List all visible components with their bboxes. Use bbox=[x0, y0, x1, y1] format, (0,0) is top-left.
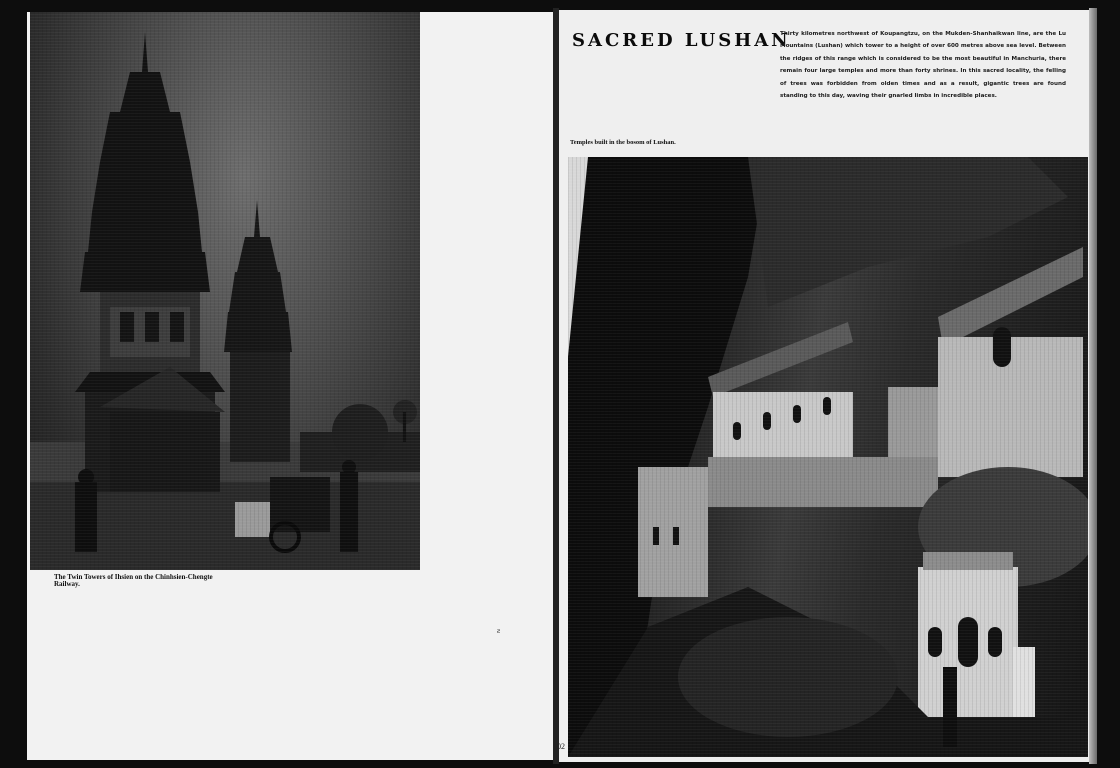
page-gutter bbox=[553, 8, 559, 764]
right-photo-caption: Temples built in the bosom of Lushan. bbox=[570, 139, 676, 146]
page-edge bbox=[1089, 8, 1097, 764]
page-number: 102 bbox=[553, 742, 565, 751]
twin-towers-photo bbox=[30, 12, 420, 570]
stray-mark: ƨ bbox=[497, 626, 501, 635]
left-photo-caption: The Twin Towers of Ihsien on the Chinhsien-Chengte Railway. bbox=[54, 573, 213, 589]
page-title: SACRED LUSHAN bbox=[572, 30, 791, 51]
cliff-temples-photo bbox=[568, 157, 1088, 757]
intro-paragraph: Thirty kilometres northwest of Koupangtzu, on the Mukden-Shanhaikwan line, are the Lu Mountains (Lushan) which tower to a height of over 600 metres above sea level. Between the ridges of this range which is considered to be the most beautiful in Manchuria, there remain four large temples and more than forty shrines. In this sacred locality, the felling of trees was forbidden from olden times and as a result, gigantic trees are found standing to this day, waving their gnarled limbs in incredible places. bbox=[780, 31, 1066, 100]
